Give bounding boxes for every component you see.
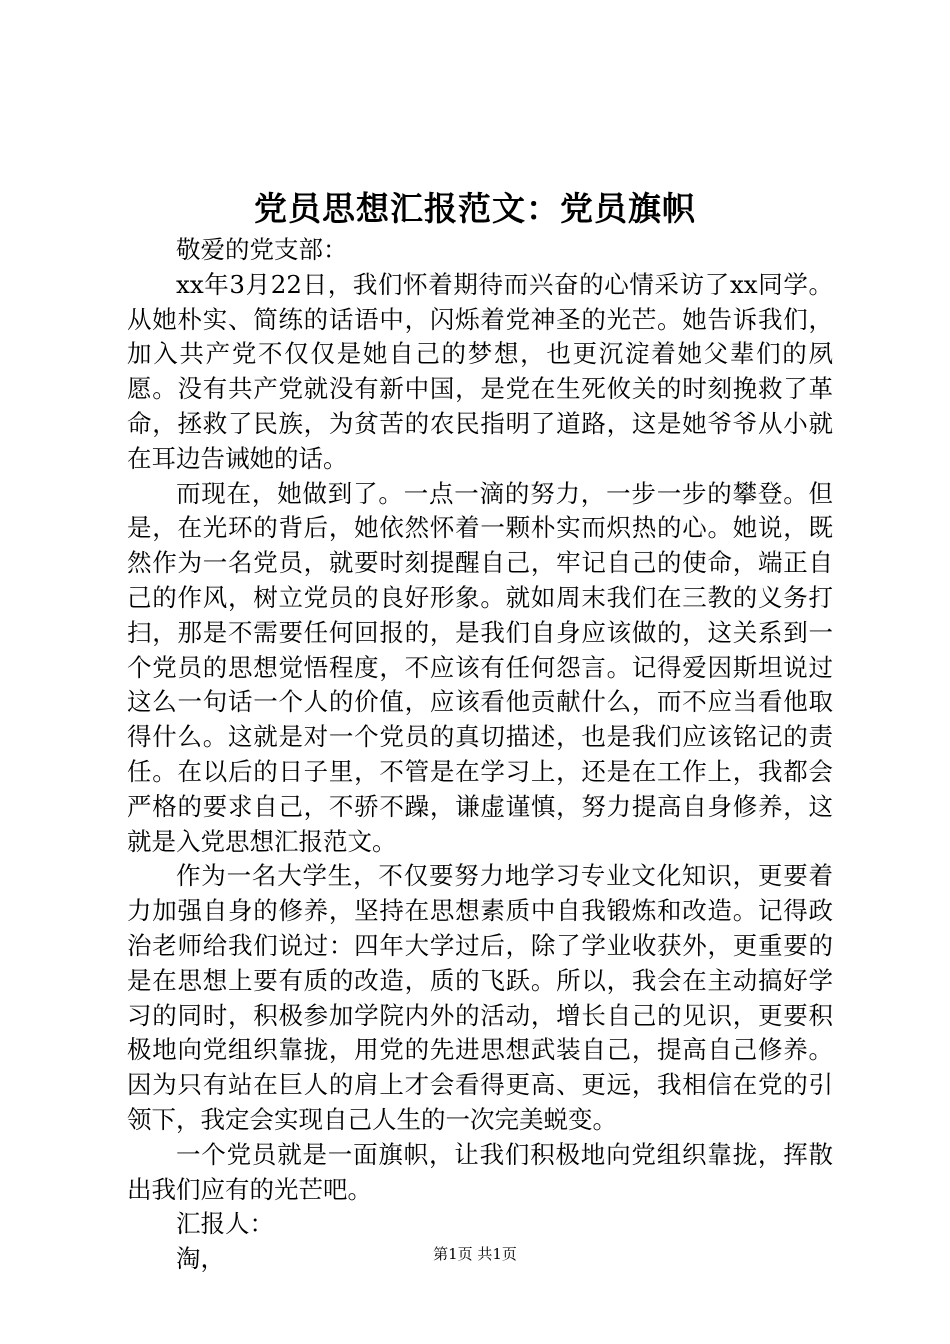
document-body xyxy=(127,233,833,1277)
reporter-label: 汇报人： xyxy=(176,1209,274,1239)
body-paragraph-1: xx年3月22日，我们怀着期待而兴奋的心情采访了xx同学。从她朴实、简练的话语中，闪烁着党神圣的光芒。她告诉我们，加入共产党不仅仅是她自己的梦想，也更沉淀着她父辈们的夙愿。没有共产党就没有新中国，是党在生死攸关的时刻挽救了革命，拯救了民族，为贫苦的农民指明了道路，这是她爷爷从小就在耳边告诫她的话。 xyxy=(127,269,833,473)
salutation: 敬爱的党支部： xyxy=(176,235,348,264)
closing-line: 淘， xyxy=(176,1244,225,1274)
page-footer: 第1页 共1页 xyxy=(433,1245,517,1263)
body-paragraph-2: 而现在，她做到了。一点一滴的努力，一步一步的攀登。但是，在光环的背后，她依然怀着一颗朴实而炽热的心。她说，既然作为一名党员，就要时刻提醒自己，牢记自己的使命，端正自己的作风，树立党员的良好形象。就如周末我们在三教的义务打扫，那是不需要任何回报的，是我们自身应该做的，这关系到一个党员的思想觉悟程度，不应该有任何怨言。记得爱因斯坦说过这么一句话一个人的价值，应该看他贡献什么，而不应当看他取得什么。这就是对一个党员的真切描述，也是我们应该铭记的责任。在以后的日子里，不管是在学习上，还是在工作上，我都会严格的要求自己，不骄不躁，谦虚谨慎，努力提高自身修养，这就是入党思想汇报范文。 xyxy=(127,478,833,856)
body-paragraph-3: 作为一名大学生，不仅要努力地学习专业文化知识，更要着力加强自身的修养，坚持在思想素质中自我锻炼和改造。记得政治老师给我们说过：四年大学过后，除了学业收获外，更重要的是在思想上要有质的改造，质的飞跃。所以，我会在主动搞好学习的同时，积极参加学院内外的活动，增长自己的见识，更要积极地向党组织靠拢，用党的先进思想武装自己，提高自己修养。因为只有站在巨人的肩上才会看得更高、更远，我相信在党的引领下，我定会实现自己人生的一次完美蜕变。 xyxy=(127,861,833,1134)
document-title: 党员思想汇报范文：党员旗帜 xyxy=(254,189,696,228)
body-paragraph-4: 一个党员就是一面旗帜，让我们积极地向党组织靠拢，挥散出我们应有的光芒吧。 xyxy=(127,1139,833,1204)
